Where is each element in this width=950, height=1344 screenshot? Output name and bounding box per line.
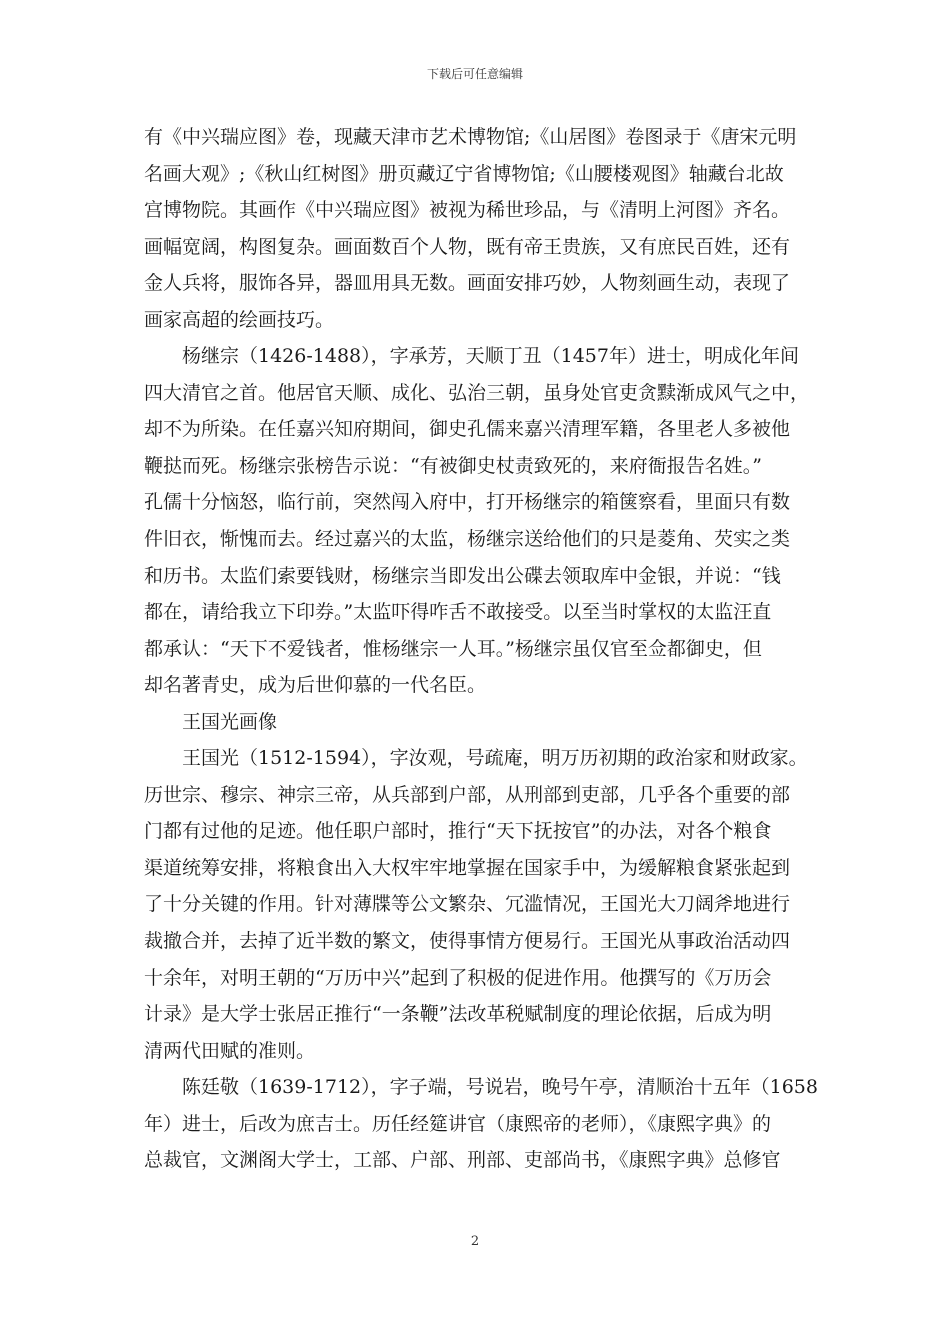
page-header: 下载后可任意编辑 bbox=[426, 67, 523, 81]
text-line: 却名著青史，成为后世仰慕的一代名臣。 bbox=[144, 674, 487, 697]
text-line: 了十分关键的作用。针对薄牒等公文繁杂、冗滥情况，王国光大刀阔斧地进行 bbox=[144, 893, 791, 916]
text-line: 金人兵将，服饰各异，器皿用具无数。画面安排巧妙，人物刻画生动，表现了 bbox=[144, 272, 791, 295]
text-line: 年）进士，后改为庶吉士。历任经筵讲官（康熙帝的老师），《康熙字典》的 bbox=[144, 1112, 772, 1135]
text-line: 和历书。太监们索要钱财，杨继宗当即发出公碟去领取库中金银，并说：“钱 bbox=[144, 564, 781, 587]
text-line: 画家高超的绘画技巧。 bbox=[144, 308, 335, 331]
text-line: 十余年，对明王朝的“万历中兴”起到了积极的促进作用。他撰写的《万历会 bbox=[144, 966, 772, 989]
text-line: 件旧衣，惭愧而去。经过嘉兴的太监，杨继宗送给他们的只是菱角、芡实之类 bbox=[144, 528, 791, 551]
document-body bbox=[144, 119, 818, 1179]
text-line: 清两代田赋的准则。 bbox=[144, 1039, 316, 1062]
text-line: 渠道统筹安排，将粮食出入大权牢牢地掌握在国家手中，为缓解粮食紧张起到 bbox=[144, 856, 791, 879]
text-line: 四大清官之首。他居官天顺、成化、弘治三朝，虽身处官吏贪黩渐成风气之中， bbox=[144, 381, 810, 404]
text-line: 却不为所染。在任嘉兴知府期间，御史孔儒来嘉兴清理军籍，各里老人多被他 bbox=[144, 418, 791, 441]
image-caption: 王国光画像 bbox=[182, 710, 278, 733]
paragraph-start-line: 王国光（1512-1594），字汝观，号疏庵，明万历初期的政治家和财政家。 bbox=[182, 747, 808, 770]
page-number: 2 bbox=[470, 1234, 480, 1249]
text-line: 历世宗、穆宗、神宗三帝，从兵部到户部，从刑部到吏部，几乎各个重要的部 bbox=[144, 783, 791, 806]
text-line: 都承认：“天下不爱钱者，惟杨继宗一人耳。”杨继宗虽仅官至佥都御史，但 bbox=[144, 637, 762, 660]
text-line: 画幅宽阔，构图复杂。画面数百个人物，既有帝王贵族，又有庶民百姓，还有 bbox=[144, 235, 791, 258]
text-line: 鞭挞而死。杨继宗张榜告示说：“有被御史杖责致死的，来府衙报告名姓。” bbox=[144, 454, 762, 477]
text-line: 都在，请给我立下印券。”太监吓得咋舌不敢接受。以至当时掌权的太监汪直 bbox=[144, 601, 772, 624]
text-line: 名画大观》;《秋山红树图》册页藏辽宁省博物馆;《山腰楼观图》轴藏台北故 bbox=[144, 162, 784, 185]
paragraph-start-line: 陈廷敬（1639-1712），字子端，号说岩，晚号午亭，清顺治十五年（1658 bbox=[182, 1076, 818, 1099]
paragraph-start-line: 杨继宗（1426-1488），字承芳，天顺丁丑（1457年）进士，明成化年间 bbox=[182, 345, 799, 368]
text-line: 孔儒十分恼怒，临行前，突然闯入府中，打开杨继宗的箱箧察看，里面只有数 bbox=[144, 491, 791, 514]
text-line: 总裁官，文渊阁大学士，工部、户部、刑部、吏部尚书，《康熙字典》总修官 bbox=[144, 1149, 781, 1172]
text-line: 计录》是大学士张居正推行“一条鞭”法改革税赋制度的理论依据，后成为明 bbox=[144, 1003, 772, 1026]
text-line: 宫博物院。其画作《中兴瑞应图》被视为稀世珍品，与《清明上河图》齐名。 bbox=[144, 199, 791, 222]
text-line: 裁撤合并，去掉了近半数的繁文，使得事情方便易行。王国光从事政治活动四 bbox=[144, 930, 791, 953]
text-line: 有《中兴瑞应图》卷，现藏天津市艺术博物馆;《山居图》卷图录于《唐宋元明 bbox=[144, 126, 797, 148]
text-line: 门都有过他的足迹。他任职户部时，推行“天下抚按官”的办法，对各个粮食 bbox=[144, 820, 772, 843]
